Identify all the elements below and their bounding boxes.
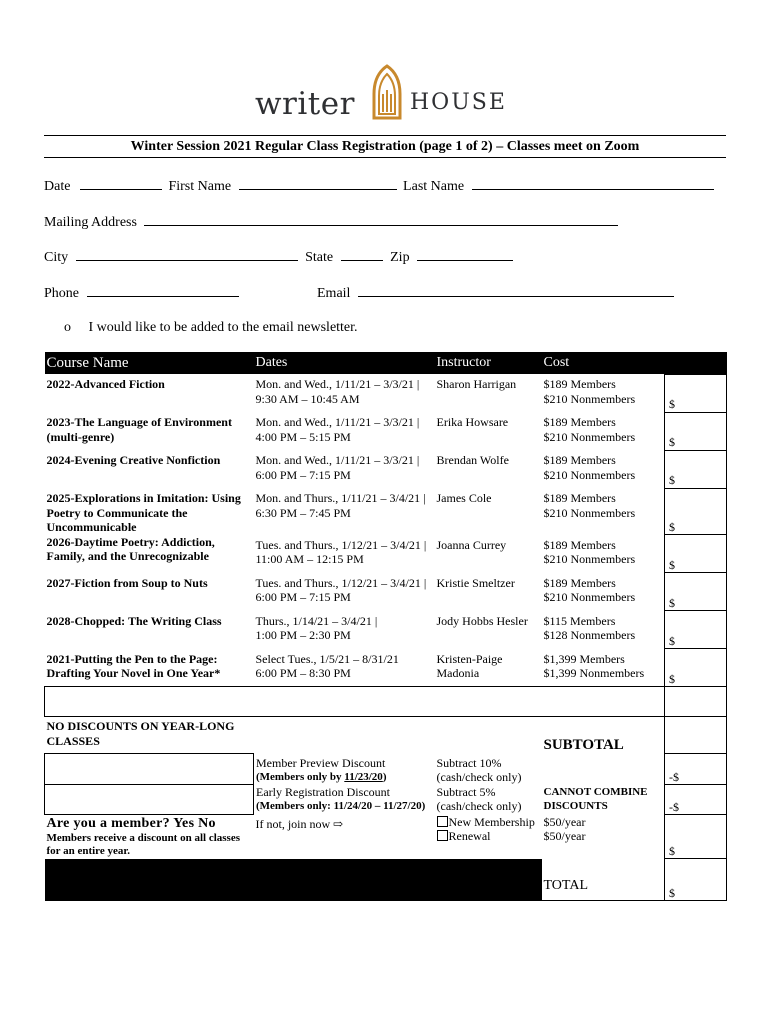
membership-options (435, 815, 542, 859)
email-field[interactable] (358, 284, 674, 297)
course-instructor (435, 535, 542, 573)
instructor-line: James Cole (436, 491, 492, 505)
header-course: Course Name (46, 354, 129, 371)
member-cost: $189 Members (543, 491, 616, 505)
table-header-row (45, 352, 727, 374)
member-cost: $189 Members (543, 575, 616, 590)
amount-cell[interactable]: $ (665, 450, 727, 488)
total-label: TOTAL (542, 859, 665, 901)
spacer-cell (45, 687, 665, 717)
new-membership-option[interactable] (437, 815, 540, 830)
time-line: 6:00 PM – 8:30 PM (255, 666, 351, 680)
course-dates (254, 450, 435, 488)
logo-word-writer: writer (255, 86, 355, 122)
newsletter-row[interactable] (64, 320, 358, 336)
member-cost: $189 Members (543, 537, 616, 552)
logo-lamp-icon (370, 64, 404, 120)
newsletter-bullet[interactable]: o (64, 320, 71, 335)
member-cost: $189 Members (543, 377, 616, 391)
title-top-rule (44, 135, 726, 136)
header-blank (665, 352, 727, 374)
instructor-line: Sharon Harrigan (436, 377, 517, 391)
phone-row (44, 284, 239, 302)
course-dates (254, 535, 435, 573)
subtotal-spacer (435, 717, 542, 754)
dates-line: Mon. and Wed., 1/11/21 – 3/3/21 | (255, 415, 420, 429)
amount-cell[interactable]: $ (665, 488, 727, 535)
phone-label: Phone (44, 286, 79, 301)
instructor-line: Madonia (436, 666, 480, 680)
mailing-address-label: Mailing Address (44, 215, 137, 230)
instructor-line: Kristie Smeltzer (436, 575, 515, 590)
dates-line: Tues. and Thurs., 1/12/21 – 3/4/21 | (255, 537, 427, 552)
nonmember-cost: $210 Nonmembers (543, 429, 636, 444)
subtract-5-label: Subtract 5% (436, 784, 496, 799)
member-preview-label: Member Preview Discount (256, 755, 386, 770)
amount-cell[interactable]: $ (665, 412, 727, 450)
member-cost: $189 Members (543, 453, 616, 467)
course-instructor (435, 412, 542, 450)
course-dates (254, 611, 435, 649)
early-registration-row (45, 785, 727, 815)
arrow-right-icon: ⇨ (333, 816, 344, 831)
date-label: Date (44, 179, 71, 194)
membership-amount-cell[interactable]: $ (665, 815, 727, 859)
table-row (45, 535, 727, 573)
cannot-combine-note: CANNOT COMBINE DISCOUNTS (543, 785, 648, 812)
dates-line: Select Tues., 1/5/21 – 8/31/21 (255, 651, 399, 666)
registration-table (44, 352, 726, 901)
member-preview-discount (254, 754, 435, 785)
course-name: 2025-Explorations in Imitation: Using Poetry to Communicate the Uncommunicable (46, 491, 241, 534)
course-dates (254, 573, 435, 611)
discount-5 (435, 785, 542, 815)
header-instructor: Instructor (436, 354, 491, 370)
zip-label: Zip (390, 250, 410, 265)
time-line: 6:30 PM – 7:45 PM (255, 505, 351, 520)
instructor-line: Brendan Wolfe (436, 453, 509, 467)
page-title: Winter Session 2021 Regular Class Registration (page 1 of 2) – Classes meet on Zoom (130, 139, 640, 154)
nonmember-cost: $210 Nonmembers (543, 467, 636, 482)
course-name: 2023-The Language of Environment (multi-genre) (46, 415, 232, 444)
instructor-line: Erika Howsare (436, 415, 509, 429)
course-dates (254, 412, 435, 450)
cash-check-note: (cash/check only) (436, 799, 522, 813)
amount-cell[interactable]: $ (665, 573, 727, 611)
total-amount-cell[interactable]: $ (665, 859, 727, 901)
subtotal-label: SUBTOTAL (543, 737, 624, 753)
nonmember-cost: $1,399 Nonmembers (543, 666, 645, 680)
no-discounts-note: NO DISCOUNTS ON YEAR-LONG CLASSES (46, 719, 235, 748)
course-name: 2028-Chopped: The Writing Class (46, 613, 222, 628)
dates-line: Thurs., 1/14/21 – 3/4/21 | (255, 613, 378, 628)
writer-house-logo (255, 62, 517, 122)
course-instructor (435, 374, 542, 412)
course-cost (542, 649, 665, 687)
course-cost (542, 488, 665, 535)
table-row (45, 374, 727, 412)
preview-date: 11/23/20 (344, 771, 383, 783)
date-row (44, 177, 714, 195)
course-name: 2021-Putting the Pen to the Page: Drafting Your Novel in One Year* (46, 651, 221, 680)
nonmember-cost: $210 Nonmembers (543, 590, 636, 604)
course-name: 2024-Evening Creative Nonfiction (46, 453, 221, 467)
first-name-field[interactable] (239, 177, 397, 190)
instructor-line: Joanna Currey (436, 537, 507, 552)
email-label: Email (317, 286, 351, 301)
course-cost (542, 611, 665, 649)
time-line: 1:00 PM – 2:30 PM (255, 628, 351, 642)
discount-amount-cell[interactable]: -$ (665, 754, 727, 785)
last-name-field[interactable] (472, 177, 714, 190)
member-preview-note (256, 770, 433, 785)
state-label: State (305, 250, 334, 265)
time-line: 6:00 PM – 7:15 PM (255, 467, 351, 482)
total-black-band (45, 859, 542, 901)
early-registration-discount (254, 785, 435, 815)
join-now-label[interactable]: If not, join now (255, 816, 331, 831)
zip-field[interactable] (417, 248, 513, 261)
course-dates (254, 488, 435, 535)
course-name: 2027-Fiction from Soup to Nuts (46, 575, 208, 590)
first-name-label: First Name (168, 179, 232, 194)
early-registration-label: Early Registration Discount (256, 784, 390, 799)
membership-row (45, 815, 727, 859)
newsletter-text: I would like to be added to the email newsletter. (88, 320, 358, 335)
member-preview-row (45, 754, 727, 785)
table-row (45, 412, 727, 450)
new-membership-label: New Membership (448, 814, 535, 829)
member-cost: $189 Members (543, 415, 616, 429)
table-row (45, 611, 727, 649)
dates-line: Mon. and Wed., 1/11/21 – 3/3/21 | (255, 453, 420, 467)
last-name-label: Last Name (403, 179, 465, 194)
spacer-row (45, 687, 727, 717)
instructor-line: Kristen-Paige (436, 651, 503, 666)
membership-fees (542, 815, 665, 859)
course-cost (542, 412, 665, 450)
discount-amount-cell[interactable]: -$ (665, 785, 727, 815)
note-prefix: (Members only by (256, 771, 345, 783)
renewal-option[interactable] (437, 829, 540, 844)
course-instructor (435, 649, 542, 687)
discount-10 (435, 754, 542, 785)
spacer-amount-cell (665, 687, 727, 717)
dates-line: Mon. and Wed., 1/11/21 – 3/3/21 | (255, 377, 420, 391)
mailing-address-field[interactable] (144, 213, 618, 226)
dates-line: Tues. and Thurs., 1/12/21 – 3/4/21 | (255, 575, 427, 590)
course-cost (542, 374, 665, 412)
new-membership-fee: $50/year (543, 814, 586, 829)
course-cost (542, 450, 665, 488)
time-line: 11:00 AM – 12:15 PM (255, 552, 364, 566)
nonmember-cost: $210 Nonmembers (543, 552, 636, 566)
table-row (45, 573, 727, 611)
table-row (45, 649, 727, 687)
subtract-10-label: Subtract 10% (436, 755, 502, 770)
time-line: 4:00 PM – 5:15 PM (255, 429, 351, 444)
discount-blank-cell (45, 785, 254, 815)
nonmember-cost: $128 Nonmembers (543, 628, 636, 642)
subtotal-spacer (254, 717, 435, 754)
amount-cell[interactable]: $ (665, 374, 727, 412)
amount-cell[interactable]: $ (665, 649, 727, 687)
city-label: City (44, 250, 69, 265)
renewal-fee: $50/year (543, 829, 586, 843)
email-row (317, 284, 674, 302)
state-field[interactable] (341, 248, 383, 261)
city-field[interactable] (76, 248, 298, 261)
course-name: 2022-Advanced Fiction (46, 377, 165, 391)
course-cost (542, 535, 665, 573)
discount-cost-spacer (542, 754, 665, 785)
course-dates (254, 374, 435, 412)
mailing-row (44, 213, 618, 231)
phone-field[interactable] (87, 284, 239, 297)
header-dates: Dates (255, 354, 288, 370)
date-field[interactable] (80, 177, 162, 190)
course-instructor (435, 611, 542, 649)
course-cost (542, 573, 665, 611)
note-suffix: ) (382, 771, 387, 783)
city-row (44, 248, 513, 266)
renewal-checkbox[interactable] (437, 830, 448, 841)
subtotal-row (45, 717, 727, 754)
total-row (45, 859, 727, 901)
nonmember-cost: $210 Nonmembers (543, 505, 636, 520)
member-cost: $1,399 Members (543, 651, 625, 666)
amount-cell[interactable]: $ (665, 535, 727, 573)
member-question-text[interactable]: Are you a member? Yes No (46, 816, 216, 831)
new-membership-checkbox[interactable] (437, 816, 448, 827)
subtotal-amount-cell[interactable] (665, 717, 727, 754)
renewal-label: Renewal (448, 829, 491, 843)
course-instructor (435, 450, 542, 488)
discount-blank-cell (45, 754, 254, 785)
logo-word-house: HOUSE (410, 90, 507, 115)
time-line: 9:30 AM – 10:45 AM (255, 391, 360, 406)
join-now-cell[interactable] (254, 815, 435, 859)
table-row (45, 488, 727, 535)
member-note: Members receive a discount on all classes for an entire year. (46, 831, 240, 857)
table-row (45, 450, 727, 488)
membership-question (45, 815, 254, 859)
course-dates (254, 649, 435, 687)
header-cost: Cost (543, 354, 570, 370)
time-line: 6:00 PM – 7:15 PM (255, 590, 351, 604)
instructor-line: Jody Hobbs Hesler (436, 613, 528, 628)
dates-line: Mon. and Thurs., 1/11/21 – 3/4/21 | (255, 491, 426, 505)
course-instructor (435, 573, 542, 611)
amount-cell[interactable]: $ (665, 611, 727, 649)
cash-check-note: (cash/check only) (436, 770, 522, 784)
title-bottom-rule (44, 157, 726, 158)
course-name: 2026-Daytime Poetry: Addiction, Family, and the Unrecognizable (46, 534, 215, 563)
course-instructor (435, 488, 542, 535)
early-registration-note: (Members only: 11/24/20 – 11/27/20) (256, 800, 426, 812)
member-cost: $115 Members (543, 613, 616, 628)
nonmember-cost: $210 Nonmembers (543, 391, 636, 406)
